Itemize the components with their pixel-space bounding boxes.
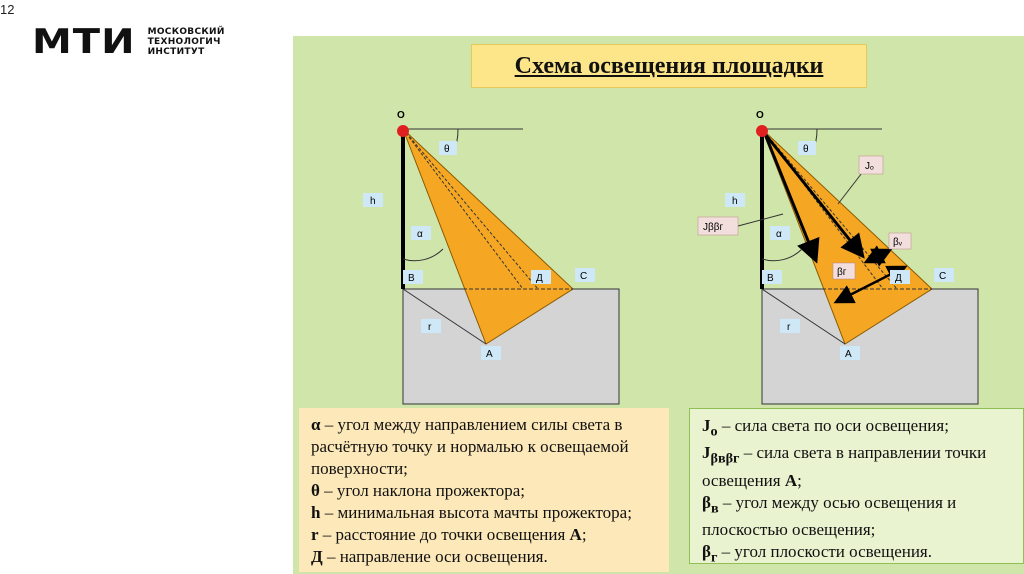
label-theta: θ [444,144,450,155]
legend-item: θ – угол наклона прожектора; [311,481,525,500]
logo-line-3: ИНСТИТУТ [147,47,205,57]
left-diagram [363,110,619,404]
label-alpha: α [776,229,782,240]
label-jo: Jₒ [865,161,874,172]
label-bv: βᵥ [893,237,902,248]
legend-item: $\beta_г$ – угол плоскости освещения. [702,542,932,566]
legend-item: Д – направление оси освещения. [311,547,548,566]
label-h: h [732,196,738,207]
label-a: А [486,349,493,360]
lighting-diagrams [293,36,1024,406]
label-bg: βг [837,267,847,278]
label-r: r [787,322,791,333]
label-theta: θ [803,144,809,155]
legend-right [689,408,1024,564]
label-o: О [397,110,405,121]
label-c: С [580,271,588,282]
legend-item: $\beta_в$ – угол между осью освещения и плоскостью освещения; [702,492,957,540]
slide [293,36,1024,574]
label-h: h [370,196,376,207]
label-jbb: Jββг [703,222,724,233]
legend-item: h – минимальная высота мачты прожектора; [311,503,632,522]
logo-line-1: МОСКОВСКИЙ [147,27,225,37]
label-c: С [939,271,947,282]
legend-item: r – расстояние до точки освещения А; [311,525,587,544]
legend-item: $J_o$ – сила света по оси освещения; [702,416,949,440]
slide-title: Схема освещения площадки [514,52,824,79]
legend-item: α – угол между направлением силы света в расчётную точку и нормалью к освещаемой поверхности; [311,415,629,478]
legend-left [299,408,669,572]
label-a: А [845,349,852,360]
label-d: Д [895,273,902,284]
page-number: 12 [0,2,15,17]
right-diagram [698,110,978,404]
label-r: r [428,322,432,333]
label-b: В [767,273,774,284]
label-b: В [408,273,415,284]
logo-text [148,27,225,57]
light-source [397,125,409,137]
logo [32,24,225,60]
label-alpha: α [417,229,423,240]
logo-mark: МТИ [32,22,136,62]
label-d: Д [536,273,543,284]
legend-item: $J_{\beta в\beta г}$ – сила света в направлении точки освещения А; [702,443,987,490]
label-o: О [756,110,764,121]
light-source [756,125,768,137]
logo-line-2: ТЕХНОЛОГИЧ [147,37,221,47]
